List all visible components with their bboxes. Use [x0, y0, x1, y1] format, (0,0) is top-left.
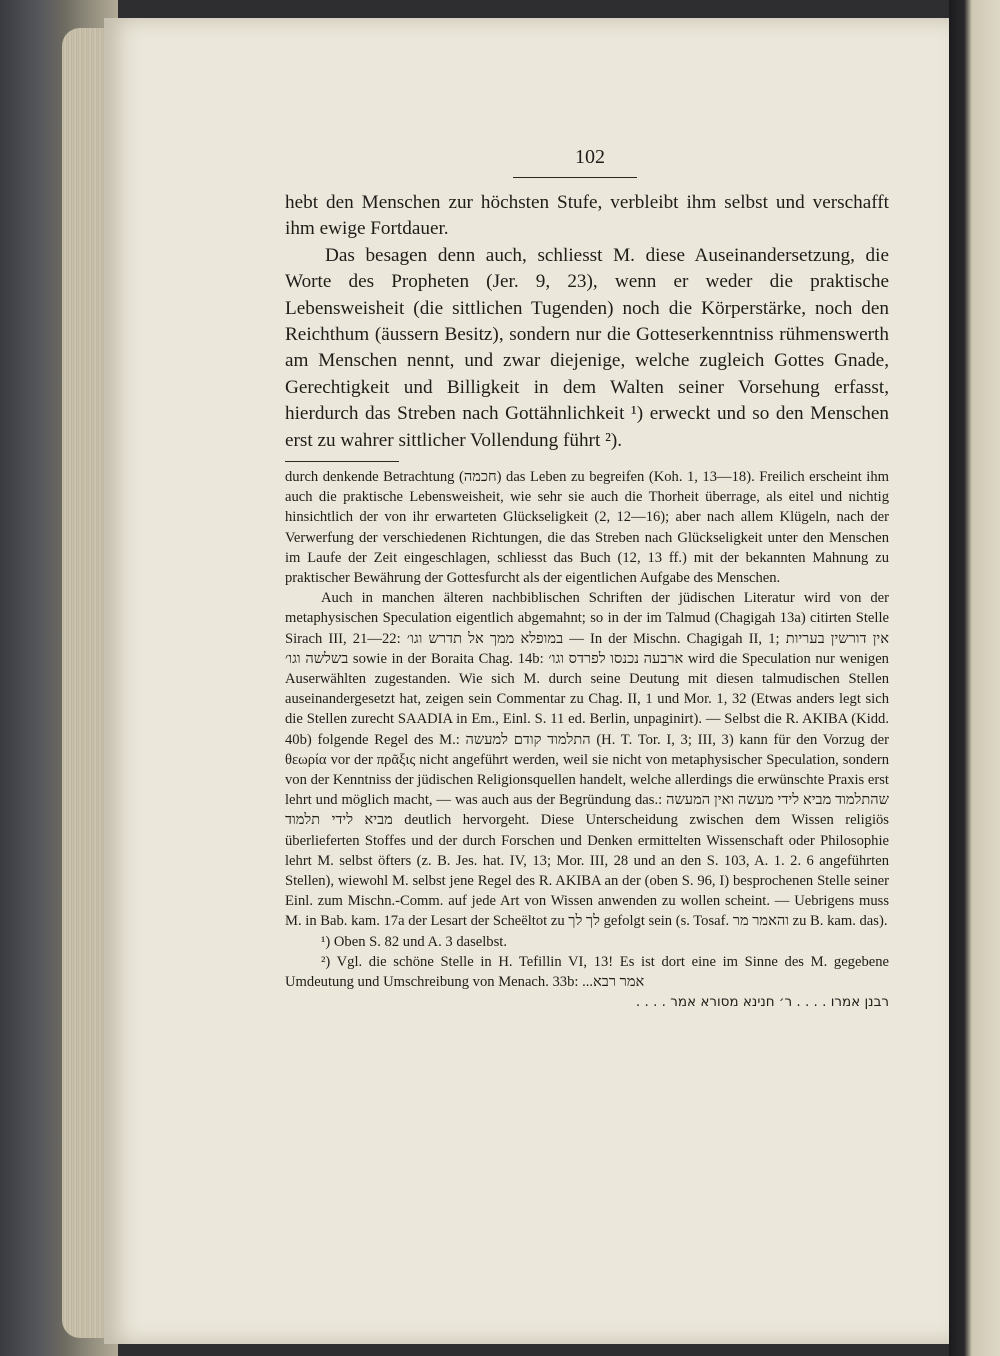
footnote-continuation: durch denkende Betrachtung (חכמה) das Leben zu begreifen (Koh. 1, 13—18). Freilich erscheint ihm auch die praktische Lebensweisheit, wie sehr sie auch die Thorheit überrage, als eitel und nichtig hinsichtlich der von ihr erwarteten Glückseligkeit (2, 12—16); aber nach allem Klügeln, nach der Verwerfung der verschiedenen Richtungen, die das Streben nach Glückseligkeit unter den Menschen im Laufe der Zeit eingeschlagen, schliesst das Buch (12, 13 ff.) mit der bekannten Mahnung zu praktischer Bewährung der Gottesfurcht als der eigentlichen Aufgabe des Menschen.	[285, 469, 889, 587]
page-number: 102	[575, 146, 605, 168]
body-paragraph-1: hebt den Menschen zur höchsten Stufe, verbleibt ihm selbst und verschafft ihm ewige Fortdauer.	[285, 192, 889, 240]
facing-page-sliver	[949, 0, 1000, 1356]
body-paragraph-2: Das besagen denn auch, schliesst M. diese Auseinandersetzung, die Worte des Propheten (Jer. 9, 23), wenn er weder die praktische Lebensweisheit (die sittlichen Tugenden) noch die Körperstärke, noch den Reichthum (äussern Besitz), sondern nur die Gotteserkenntniss rühmenswerth am Menschen nennt, und zwar diejenige, welche zugleich Gottes Gnade, Gerechtigkeit und Billigkeit in dem Walten seiner Vorsehung erfasst, hierdurch das Streben nach Gottähnlichkeit ¹) erweckt und so den Menschen erst zu wahrer sittlicher Vollendung führt ²).	[285, 244, 889, 451]
hebrew-quote: רבנן אמרו . . . . ר׳ חנינא מסורא אמר . . . .	[635, 994, 889, 1011]
footnote-1: ¹) Oben S. 82 und A. 3 daselbst.	[321, 933, 507, 950]
page-number-rule	[513, 177, 637, 178]
footnote-2: ²) Vgl. die schöne Stelle in H. Tefillin VI, 13! Es ist dort eine im Sinne des M. gegebene Umdeutung und Umschreibung von Menach. 33b: ...אמר רבא	[285, 953, 889, 991]
footnote-2-hebrew	[285, 992, 889, 1012]
footnote-rule	[285, 461, 399, 462]
footnotes	[285, 467, 889, 1012]
main-text	[285, 190, 889, 454]
footnote-paragraph-2: Auch in manchen älteren nachbiblischen Schriften der jüdischen Literatur wird von der metaphysischen Speculation eigentlich abgemahnt; so in der im Talmud (Chagigah 13a) citirten Stelle Sirach III, 21—22: במופלא ממך אל תדרש וגו׳ — In der Mischn. Chagigah II, 1; אין דורשין בעריות בשלשה וגו׳ sowie in der Boraita Chag. 14b: ארבעה נכנסו לפרדס וגו׳ wird die Speculation nur wenigen Auserwählten zugestanden. Wie sich M. durch seine Deutung mit diesen talmudischen Stellen auseinandergesetzt hat, zeigen sein Commentar zu Chag. II, 1 und Mor. 1, 32 (Etwas anders legt sich die Stellen zurecht SAADIA in Em., Einl. S. 11 ed. Berlin, unpaginirt). — Selbst die R. AKIBA (Kidd. 40b) folgende Regel des M.: התלמוד קודם למעשה (H. T. Tor. I, 3; III, 3) kann für den Vorzug der θεωρία vor der πρᾶξις nicht angeführt werden, weil sie nicht von metaphysischer Speculation, sondern von der Kenntniss der jüdischen Religionsquellen handelt, welche allerdings die erwünschte Praxis erst lehrt und möglich macht, — was auch aus der Begründung das.: שהתלמוד מביא לידי מעשה ואין המעשה מביא לידי תלמוד deutlich hervorgeht. Diese Unterscheidung zwischen dem Wissen religiös überlieferten Stoffes und der durch Forschen und Denken ermittelten Wissenschaft oder Philosophie lehrt M. selbst öfters (z. B. Jes. hat. IV, 13; Mor. III, 28 und an den S. 103, A. 1. 2. 6 angeführten Stellen), wiewohl M. selbst jene Regel des R. AKIBA an der (oben S. 96, I) besprochenen Stelle seiner Einl. zum Mischn.-Comm. auf jede Art von Wissen anwenden zu wollen scheint. — Uebrigens muss M. in Bab. kam. 17a der Lesart der Scheëltot zu לך לך gefolgt sein (s. Tosaf. והאמר מר zu B. kam. das).	[285, 590, 890, 930]
